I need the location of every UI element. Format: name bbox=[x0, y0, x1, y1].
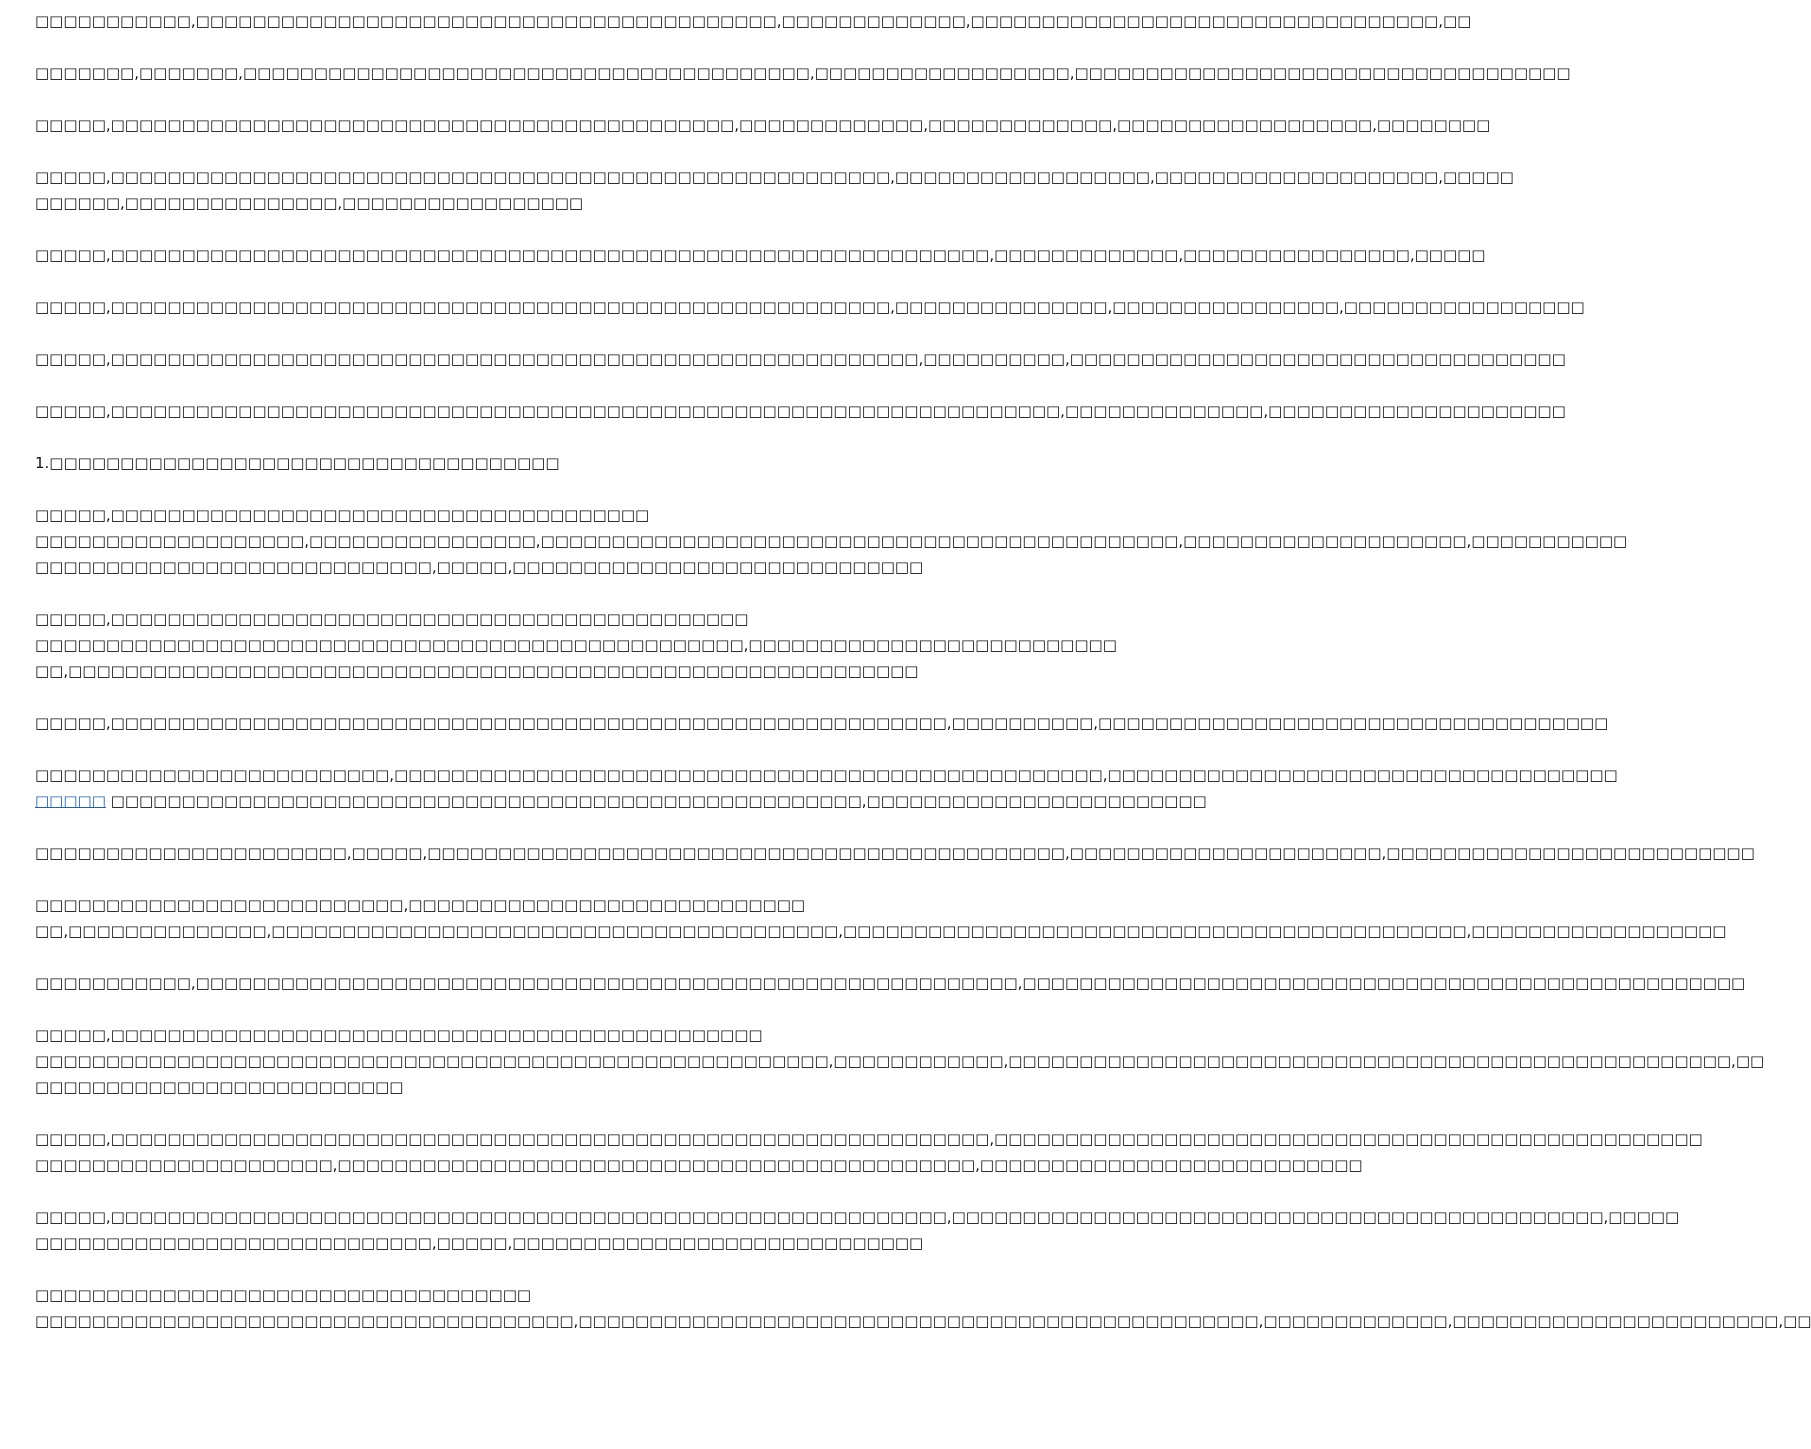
text-line: □□□□□,□□□□□□□□□□□□□□□□□□□□□□□□□□□□□□□□□□□□□□□□□□□□□□□□□□□□□□□,□□□□□□□□□□□□□□□,□□□□□□□□□□□□□□□□,□□□□□□□□□□□□□□□□□ bbox=[35, 298, 1585, 316]
text-line: □□□□□,□□□□□□□□□□□□□□□□□□□□□□□□□□□□□□□□□□□□□□□□□□□□□□□□□□□□□□□□□□□□□□,□□□□□□□□□□□□□□□□□□□□□□□□□□□□□□□□□□□□□□□□□□□□□□□□□□ bbox=[35, 1130, 1703, 1148]
text-line: □□□□□□□□□□□□□□□□□□□□□□,□□□□□,□□□□□□□□□□□□□□□□□□□□□□□□□□□□□□□□□□□□□□□□□□□□□,□□□□□□□□□□□□□□□□□□□□□□,□□□□□□□□□□□□□□□□□□□□□□□□□□ bbox=[35, 844, 1755, 862]
paragraph bbox=[35, 242, 1486, 268]
paragraph bbox=[35, 60, 1571, 86]
text-line: □□,□□□□□□□□□□□□□□□□□□□□□□□□□□□□□□□□□□□□□□□□□□□□□□□□□□□□□□□□□□□□ bbox=[35, 662, 919, 680]
text-line: □□□□□□□□□□□□□□□□□□□,□□□□□□□□□□□□□□□□,□□□□□□□□□□□□□□□□□□□□□□□□□□□□□□□□□□□□□□□□□□□□□,□□□□□□□□□□□□□□□□□□□□,□□□□□□□□□□□ bbox=[35, 532, 1628, 550]
text-line: □□□□□□□□□□□□□□□□□□□□□□□□□□□□□□□□□□□□□□□□□□□□□□□□□□,□□□□□□□□□□□□□□□□□□□□□□□□□□ bbox=[35, 636, 1117, 654]
text-line: □□□□□,□□□□□□□□□□□□□□□□□□□□□□□□□□□□□□□□□□□□□□□□□□□□□□ bbox=[35, 1026, 763, 1044]
text-line: □□□□□,□□□□□□□□□□□□□□□□□□□□□□□□□□□□□□□□□□□□□□□□□□□□□□□□□□□□□□□□□□□□□□□□□□□,□□□□□□□□□□□□□□,□□□□□□□□□□□□□□□□□□□□□ bbox=[35, 402, 1566, 420]
text-line: □□□□□□□□□□□,□□□□□□□□□□□□□□□□□□□□□□□□□□□□□□□□□□□□□□□□□,□□□□□□□□□□□□□,□□□□□□□□□□□□□□□□□□□□□□□□□□□□□□□□□,□□ bbox=[35, 12, 1472, 30]
paragraph bbox=[35, 970, 1746, 996]
text-line: □□□□□□□□□□□□□□□□□□□□□□□□□□□□□□□□□□□□□□,□□□□□□□□□□□□□□□□□□□□□□□□□□□□□□□□□□□□□□□□□□□□□□□□,□□□□□□□□□□□□□,□□□□□□□□□□□□□□□□□□□□□□□,□□ bbox=[35, 1312, 1811, 1330]
text-line: □□□□□□□□□□□□□□□□□□□□□□□□□□ bbox=[35, 1078, 404, 1096]
link-line-text: □□□□□□□□□□□□□□□□□□□□□□□□□□□□□□□□□□□□□□□□□□□□□□□□□□□□□,□□□□□□□□□□□□□□□□□□□□□□□□ bbox=[105, 792, 1207, 810]
paragraph bbox=[35, 606, 1117, 684]
text-line: □□□□□□,□□□□□□□□□□□□□□□,□□□□□□□□□□□□□□□□□ bbox=[35, 194, 584, 212]
text-line: □□□□□,□□□□□□□□□□□□□□□□□□□□□□□□□□□□□□□□□□□□□□□□□□□□□□□□□□□□□□□□□,□□□□□□□□□□,□□□□□□□□□□□□□□□□□□□□□□□□□□□□□□□□□□□ bbox=[35, 350, 1566, 368]
paragraph bbox=[35, 1126, 1703, 1178]
paragraph bbox=[35, 1204, 1680, 1256]
text-line: □□□□□□□,□□□□□□□,□□□□□□□□□□□□□□□□□□□□□□□□□□□□□□□□□□□□□□□□,□□□□□□□□□□□□□□□□□□,□□□□□□□□□□□□□□□□□□□□□□□□□□□□□□□□□□□ bbox=[35, 64, 1571, 82]
text-line: □□□□□,□□□□□□□□□□□□□□□□□□□□□□□□□□□□□□□□□□□□□□ bbox=[35, 506, 650, 524]
text-line: □□□□□,□□□□□□□□□□□□□□□□□□□□□□□□□□□□□□□□□□□□□□□□□□□□□□□□□□□□□□□□□□□□□□,□□□□□□□□□□□□□,□□□□□□□□□□□□□□□□,□□□□□ bbox=[35, 246, 1486, 264]
text-line: □□□□□□□□□□□□□□□□□□□□□□□□□□□□,□□□□□,□□□□□□□□□□□□□□□□□□□□□□□□□□□□□ bbox=[35, 1234, 924, 1252]
paragraph bbox=[35, 450, 990, 476]
paragraph bbox=[35, 398, 1566, 424]
paragraph bbox=[35, 840, 1755, 866]
paragraph bbox=[35, 112, 1491, 138]
text-line: □□□□□□□□□□□□□□□□□□□□□□□□□□,□□□□□□□□□□□□□□□□□□□□□□□□□□□□ bbox=[35, 896, 806, 914]
text-line: □□□□□□□□□□□□□□□□□□□□□,□□□□□□□□□□□□□□□□□□□□□□□□□□□□□□□□□□□□□□□□□□□□□,□□□□□□□□□□□□□□□□□□□□□□□□□□□ bbox=[35, 1156, 1363, 1174]
text-line: □□□□□,□□□□□□□□□□□□□□□□□□□□□□□□□□□□□□□□□□□□□□□□□□□□□ bbox=[35, 610, 749, 628]
text-line-with-link bbox=[35, 788, 1207, 814]
document-body bbox=[35, 8, 1811, 1438]
text-line: □□□□□□□□□□□□□□□□□□□□□□□□□□□□,□□□□□,□□□□□□□□□□□□□□□□□□□□□□□□□□□□□ bbox=[35, 558, 924, 576]
text-line: □□□□□□□□□□□,□□□□□□□□□□□□□□□□□□□□□□□□□□□□□□□□□□□□□□□□□□□□□□□□□□□□□□□□□□,□□□□□□□□□□□□□□□□□□□□□□□□□□□□□□□□□□□□□□□□□□□□□□□□□□□ bbox=[35, 974, 1746, 992]
paragraph bbox=[35, 164, 1514, 216]
text-line: □□□□□,□□□□□□□□□□□□□□□□□□□□□□□□□□□□□□□□□□□□□□□□□□□□□□□□□□□□□□□□□□□,□□□□□□□□□□,□□□□□□□□□□□□□□□□□□□□□□□□□□□□□□□□□□□□ bbox=[35, 714, 1609, 732]
text-line: □□□□□,□□□□□□□□□□□□□□□□□□□□□□□□□□□□□□□□□□□□□□□□□□□□□□□□□□□□□□□,□□□□□□□□□□□□□□□□□□,□□□□□□□□□□□□□□□□□□□□,□□□□□ bbox=[35, 168, 1514, 186]
text-line: □□□□□□□□□□□□□□□□□□□□□□□□□,□□□□□□□□□□□□□□□□□□□□□□□□□□□□□□□□□□□□□□□□□□□□□□□□□□,□□□□□□□□□□□□□□□□□□□□□□□□□□□□□□□□□□□□ bbox=[35, 766, 1618, 784]
text-line: 1.□□□□□□□□□□□□□□□□□□□□□□□□□□□□□□□□□□□□ bbox=[35, 454, 560, 472]
text-line: □□□□□□□□□□□□□□□□□□□□□□□□□□□□□□□□□□□□□□□□□□□□□□□□□□□□□□□□,□□□□□□□□□□□□,□□□□□□□□□□□□□□□□□□□□□□□□□□□□□□□□□□□□□□□□□□□□□□□□□□□,□□ bbox=[35, 1052, 1765, 1070]
paragraph bbox=[35, 1282, 1811, 1334]
paragraph bbox=[35, 346, 1566, 372]
paragraph bbox=[35, 710, 1609, 736]
paragraph bbox=[35, 8, 1472, 34]
text-line: □□□□□,□□□□□□□□□□□□□□□□□□□□□□□□□□□□□□□□□□□□□□□□□□□□□□□□□□□□□□□□□□□,□□□□□□□□□□□□□□□□□□□□□□□□□□□□□□□□□□□□□□□□□□□□□□,□□□□□ bbox=[35, 1208, 1680, 1226]
paragraph bbox=[35, 1022, 1765, 1100]
text-line: □□□□□,□□□□□□□□□□□□□□□□□□□□□□□□□□□□□□□□□□□□□□□□□□□□,□□□□□□□□□□□□□,□□□□□□□□□□□□□,□□□□□□□□□□□□□□□□□□,□□□□□□□□ bbox=[35, 116, 1491, 134]
inline-link[interactable]: □□□□□ bbox=[35, 792, 106, 810]
paragraph bbox=[35, 892, 1727, 944]
text-line: □□,□□□□□□□□□□□□□□,□□□□□□□□□□□□□□□□□□□□□□□□□□□□□□□□□□□□□□□□,□□□□□□□□□□□□□□□□□□□□□□□□□□□□□□□□□□□□□□□□□□□□,□□□□□□□□□□□□□□□□□□ bbox=[35, 922, 1727, 940]
paragraph bbox=[35, 762, 1618, 814]
paragraph bbox=[35, 502, 1628, 580]
text-line: □□□□□□□□□□□□□□□□□□□□□□□□□□□□□□□□□□□ bbox=[35, 1286, 532, 1304]
paragraph bbox=[35, 294, 1585, 320]
